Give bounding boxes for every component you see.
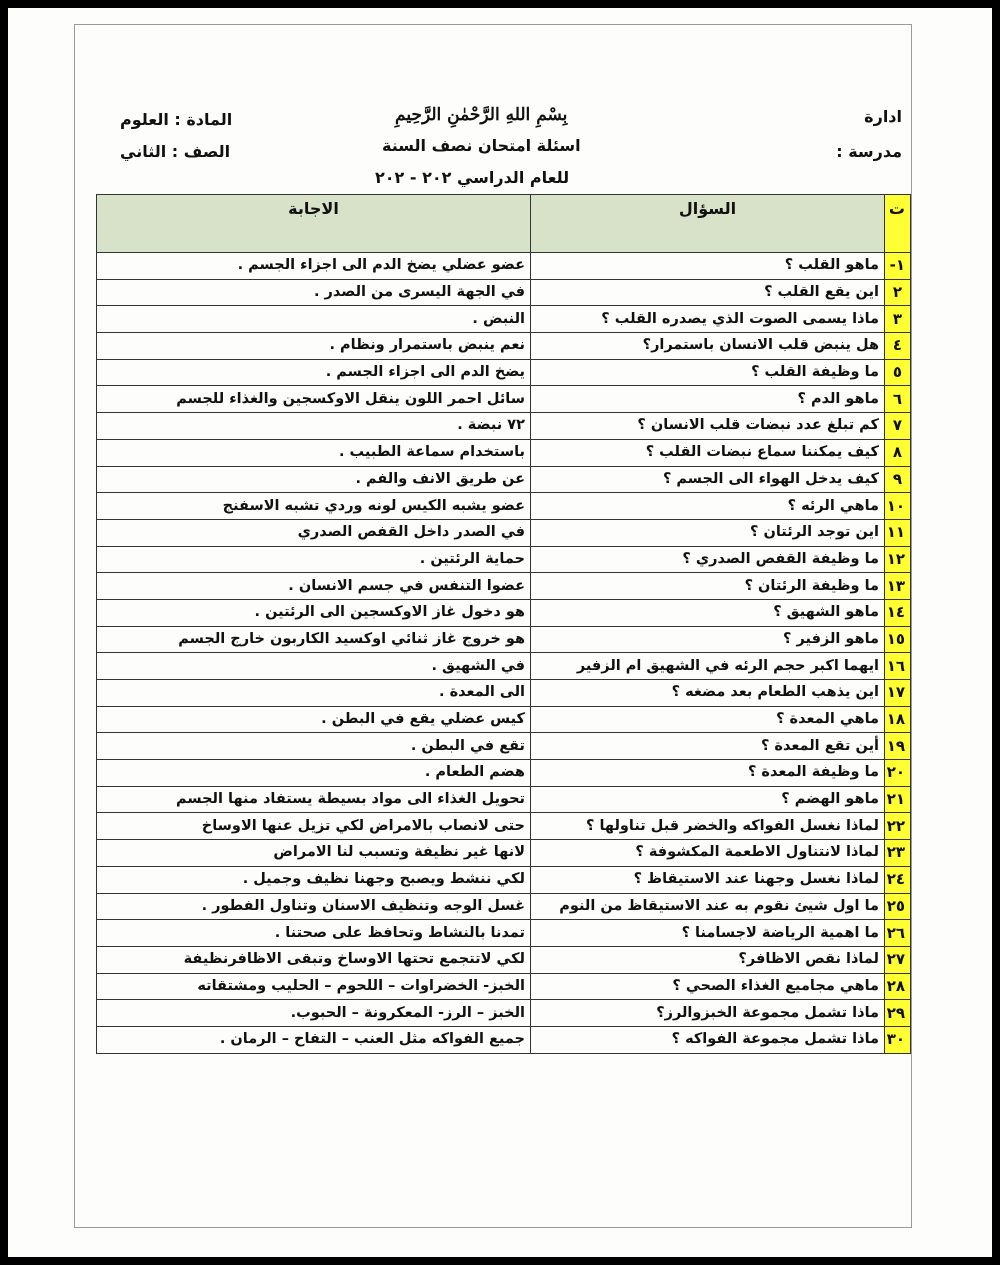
row-question: ماذا تشمل مجموعة الخبزوالرز؟ [531, 1000, 885, 1027]
table-body [97, 253, 911, 1054]
row-number: ٢٣ [885, 840, 911, 867]
row-number: ١- [885, 253, 911, 280]
row-number: ٦ [885, 386, 911, 413]
row-question: لماذا لانتناول الاطعمة المكشوفة ؟ [531, 840, 885, 867]
header-number: ت [885, 195, 911, 253]
row-question: ما اهمية الرياضة لاجسامنا ؟ [531, 920, 885, 947]
row-question: ما وظيفة القفص الصدري ؟ [531, 546, 885, 573]
table-row [97, 706, 911, 733]
row-question: ماهي مجاميع الغذاء الصحي ؟ [531, 973, 885, 1000]
row-answer: الى المعدة . [97, 680, 531, 707]
table-row [97, 546, 911, 573]
row-answer: تقع في البطن . [97, 733, 531, 760]
table-row [97, 866, 911, 893]
row-number: ٢٨ [885, 973, 911, 1000]
row-number: ٨ [885, 439, 911, 466]
exam-title: اسئلة امتحان نصف السنة [382, 136, 581, 155]
row-number: ٥ [885, 359, 911, 386]
table-row [97, 680, 911, 707]
row-question: ماهو القلب ؟ [531, 253, 885, 280]
row-number: ١٥ [885, 626, 911, 653]
table-row [97, 760, 911, 787]
table-row [97, 306, 911, 333]
table-row [97, 279, 911, 306]
row-number: ٢٧ [885, 946, 911, 973]
admin-label: ادارة [864, 107, 902, 126]
table-row [97, 840, 911, 867]
row-answer: باستخدام سماعة الطبيب . [97, 439, 531, 466]
row-number: ٢١ [885, 786, 911, 813]
table-row [97, 946, 911, 973]
row-question: كيف يدخل الهواء الى الجسم ؟ [531, 466, 885, 493]
row-answer: ٧٢ نبضة . [97, 413, 531, 440]
table-row [97, 573, 911, 600]
table-row [97, 653, 911, 680]
row-answer: غسل الوجه وتنظيف الاسنان وتناول الفطور . [97, 893, 531, 920]
subject-label: المادة : العلوم [120, 110, 233, 129]
grade-label: الصف : الثاني [120, 142, 231, 161]
row-question: ماهو الدم ؟ [531, 386, 885, 413]
qa-table [96, 194, 911, 1054]
row-number: ٩ [885, 466, 911, 493]
row-answer: هو دخول غاز الاوكسجين الى الرئتين . [97, 599, 531, 626]
row-question: لماذا نغسل الفواكه والخضر قبل تناولها ؟ [531, 813, 885, 840]
row-answer: تحويل الغذاء الى مواد بسيطة يستفاد منها الجسم [97, 786, 531, 813]
row-question: اين توجد الرئتان ؟ [531, 519, 885, 546]
row-question: ايهما اكبر حجم الرئه في الشهيق ام الزفير [531, 653, 885, 680]
table-row [97, 333, 911, 360]
row-question: لماذا نقص الاظافر؟ [531, 946, 885, 973]
table-row [97, 386, 911, 413]
row-question: كم تبلغ عدد نبضات قلب الانسان ؟ [531, 413, 885, 440]
row-question: ماهي الرئه ؟ [531, 493, 885, 520]
row-answer: في الشهيق . [97, 653, 531, 680]
row-answer: سائل احمر اللون ينقل الاوكسجين والغذاء للجسم [97, 386, 531, 413]
row-answer: عضو عضلي يضخ الدم الى اجزاء الجسم . [97, 253, 531, 280]
row-number: ٤ [885, 333, 911, 360]
row-answer: في الجهة اليسرى من الصدر . [97, 279, 531, 306]
row-answer: لكي ننشط ويصبح وجهنا نظيف وجميل . [97, 866, 531, 893]
row-question: ماذا تشمل مجموعة الفواكه ؟ [531, 1026, 885, 1053]
row-question: ماهو الزفير ؟ [531, 626, 885, 653]
row-answer: تمدنا بالنشاط وتحافظ على صحتنا . [97, 920, 531, 947]
row-question: أين تقع المعدة ؟ [531, 733, 885, 760]
table-row [97, 733, 911, 760]
table-row [97, 1000, 911, 1027]
row-answer: حتى لانصاب بالامراض لكي تزيل عنها الاوساخ [97, 813, 531, 840]
row-number: ٢٢ [885, 813, 911, 840]
row-number: ٣٠ [885, 1026, 911, 1053]
table-row [97, 920, 911, 947]
row-number: ١٤ [885, 599, 911, 626]
table-row [97, 813, 911, 840]
school-label: مدرسة : [836, 142, 902, 161]
row-answer: الخبز- الخضراوات – اللحوم – الحليب ومشتقاته [97, 973, 531, 1000]
row-number: ١٨ [885, 706, 911, 733]
row-question: اين يقع القلب ؟ [531, 279, 885, 306]
row-question: كيف يمكننا سماع نبضات القلب ؟ [531, 439, 885, 466]
table-row [97, 599, 911, 626]
header-question: السؤال [531, 195, 885, 253]
row-number: ١٠ [885, 493, 911, 520]
table-row [97, 626, 911, 653]
row-answer: لانها غير نظيفة وتسبب لنا الامراض [97, 840, 531, 867]
table-row [97, 519, 911, 546]
row-number: ٢٩ [885, 1000, 911, 1027]
row-answer: لكي لاتتجمع تحتها الاوساخ وتبقى الاظافرنظيفة [97, 946, 531, 973]
row-answer: الخبز – الرز- المعكرونة – الحبوب. [97, 1000, 531, 1027]
table-row [97, 893, 911, 920]
table-row [97, 466, 911, 493]
row-question: ماهي المعدة ؟ [531, 706, 885, 733]
row-answer: هضم الطعام . [97, 760, 531, 787]
table-row [97, 786, 911, 813]
row-question: ما وظيفة المعدة ؟ [531, 760, 885, 787]
basmala: بِسْمِ اللهِ الرَّحْمٰنِ الرَّحِيمِ [395, 105, 568, 125]
row-number: ٢٠ [885, 760, 911, 787]
row-number: ٧ [885, 413, 911, 440]
row-answer: النبض . [97, 306, 531, 333]
row-number: ١٣ [885, 573, 911, 600]
row-answer: في الصدر داخل القفص الصدري [97, 519, 531, 546]
row-number: ١١ [885, 519, 911, 546]
row-answer: عن طريق الانف والفم . [97, 466, 531, 493]
table-row [97, 973, 911, 1000]
row-question: ماذا يسمى الصوت الذي يصدره القلب ؟ [531, 306, 885, 333]
row-answer: هو خروج غاز ثنائي اوكسيد الكاربون خارج الجسم [97, 626, 531, 653]
row-answer: عضوا التنفس في جسم الانسان . [97, 573, 531, 600]
row-number: ٢٦ [885, 920, 911, 947]
row-answer: كيس عضلي يقع في البطن . [97, 706, 531, 733]
table-row [97, 413, 911, 440]
row-question: اين يذهب الطعام بعد مضغه ؟ [531, 680, 885, 707]
row-number: ٢٥ [885, 893, 911, 920]
table-row [97, 439, 911, 466]
row-answer: يضخ الدم الى اجزاء الجسم . [97, 359, 531, 386]
row-question: ما وظيفة الرئتان ؟ [531, 573, 885, 600]
row-question: ما اول شيئ نقوم به عند الاستيقاظ من النوم [531, 893, 885, 920]
row-answer: عضو يشبه الكيس لونه وردي تشبه الاسفنج [97, 493, 531, 520]
row-answer: جميع الفواكه مثل العنب – التفاح – الرمان . [97, 1026, 531, 1053]
row-number: ١٢ [885, 546, 911, 573]
academic-year: للعام الدراسي ٢٠٢ - ٢٠٢ [375, 168, 570, 187]
row-question: ما وظيفة القلب ؟ [531, 359, 885, 386]
row-question: ماهو الشهيق ؟ [531, 599, 885, 626]
row-answer: حماية الرئتين . [97, 546, 531, 573]
row-question: هل ينبض قلب الانسان باستمرار؟ [531, 333, 885, 360]
row-number: ١٧ [885, 680, 911, 707]
row-answer: نعم ينبض باستمرار ونظام . [97, 333, 531, 360]
row-number: ٢٤ [885, 866, 911, 893]
row-number: ٢ [885, 279, 911, 306]
table-row [97, 359, 911, 386]
row-question: لماذا نغسل وجهنا عند الاستيقاظ ؟ [531, 866, 885, 893]
table-row [97, 253, 911, 280]
row-number: ١٩ [885, 733, 911, 760]
header-answer: الاجابة [97, 195, 531, 253]
table-header-row [97, 195, 911, 253]
row-number: ١٦ [885, 653, 911, 680]
row-number: ٣ [885, 306, 911, 333]
row-question: ماهو الهضم ؟ [531, 786, 885, 813]
table-row [97, 493, 911, 520]
table-row [97, 1026, 911, 1053]
